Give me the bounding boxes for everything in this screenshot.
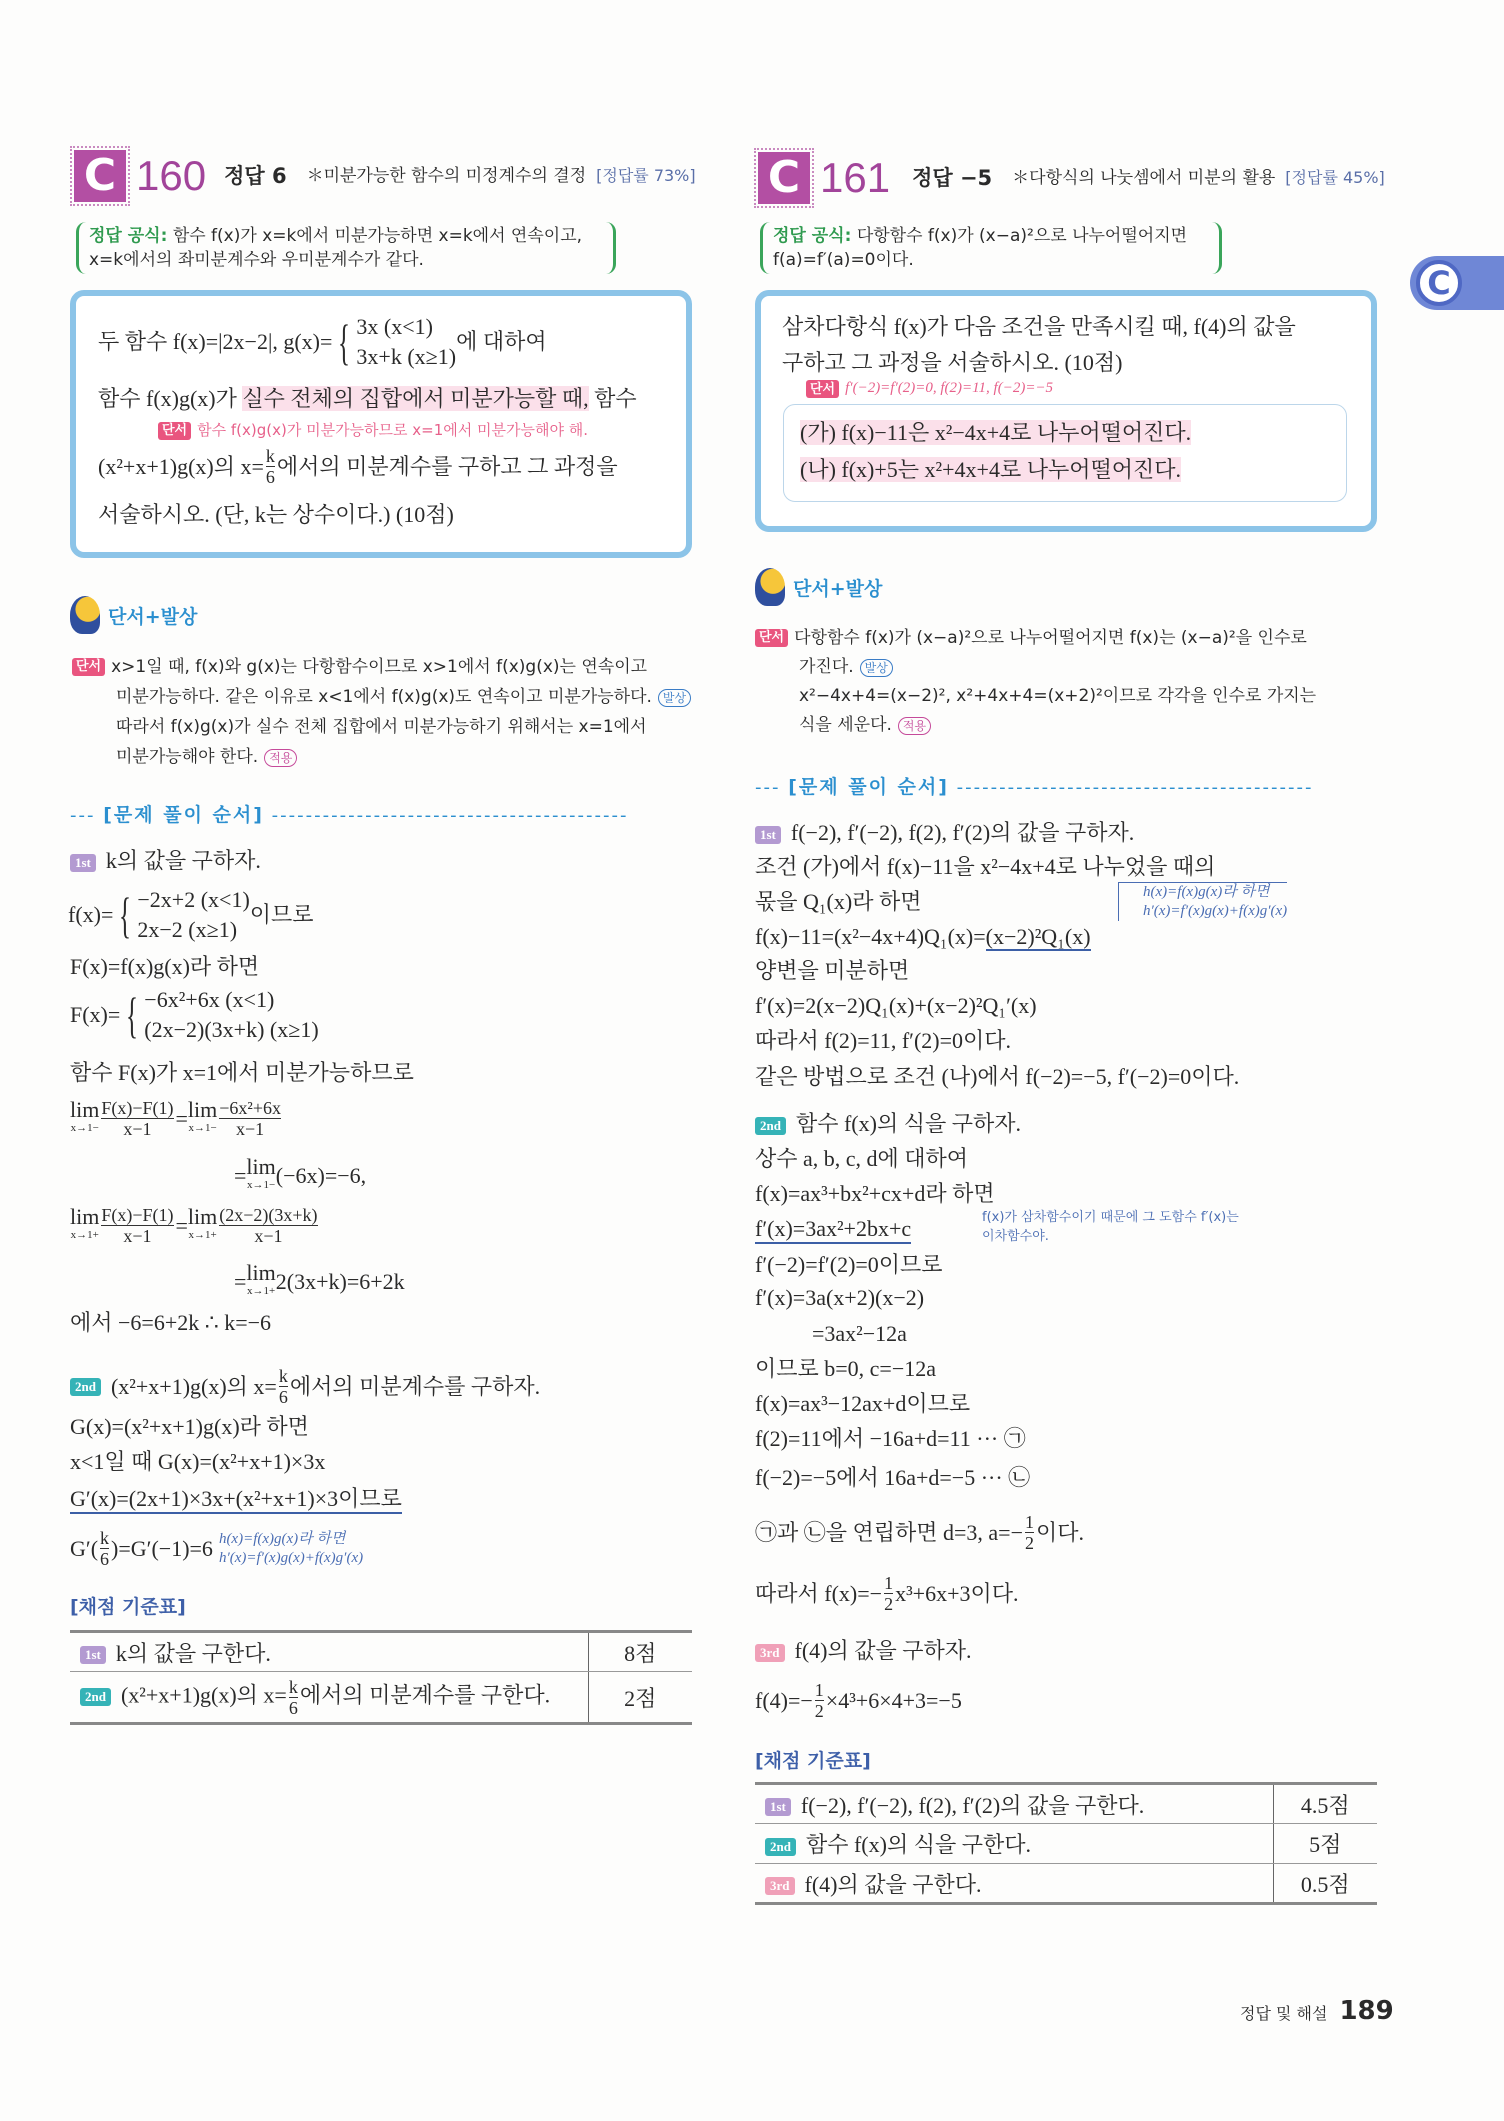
text: lim: [70, 1096, 100, 1122]
text: F(x)−F(1): [101, 1205, 174, 1225]
solution-line: G′(x)=(2x+1)×3x+(x²+x+1)×3이므로: [70, 1486, 402, 1514]
table-row: [70, 1672, 692, 1724]
text: 따라서 f(x)=−: [755, 1580, 883, 1606]
text: h(x)=f(x)g(x)라 하면: [218, 1530, 346, 1547]
text: 1st: [70, 854, 96, 872]
text: 6: [288, 1697, 298, 1718]
text: 5점: [1273, 1824, 1377, 1864]
text: 2점: [588, 1672, 692, 1724]
solution-line: f(2)=11에서 −16a+d=11 ··· ㉠: [755, 1426, 1026, 1451]
text: f(4)=−: [755, 1687, 813, 1713]
text: (2x−2)(3x+k): [219, 1205, 318, 1225]
step-heading: [70, 1366, 540, 1407]
text: 3rd: [755, 1644, 785, 1662]
solution-line: 상수 a, b, c, d에 대하여: [755, 1146, 969, 1171]
text: k: [265, 446, 275, 466]
text: k: [288, 1676, 298, 1697]
text: −6x²+6x: [219, 1098, 281, 1118]
text: (가) f(x)−11은 x²−4x+4로 나누어떨어진다.: [800, 420, 1192, 445]
solution-line: F(x)=f(x)g(x)라 하면: [70, 954, 260, 979]
text: 발상: [860, 659, 893, 677]
text: lim: [70, 1203, 100, 1229]
solution-line: f(x)=ax³+bx²+cx+d라 하면: [755, 1181, 995, 1206]
text: 식을 세운다.: [799, 715, 892, 735]
order-divider: --- [문제 풀이 순서] ------------------------------------------: [755, 776, 1314, 798]
text: lim: [246, 1154, 276, 1179]
problem-161-header: [758, 152, 1385, 204]
text: (x−2)²Q₁(x): [985, 924, 1091, 949]
condition-b: [800, 457, 1181, 483]
text: (x²+x+1)g(x)의 x=: [110, 1373, 277, 1399]
text: lim: [246, 1260, 276, 1285]
text: 2nd: [80, 1688, 111, 1706]
solution-line: 양변을 미분하면: [755, 958, 910, 983]
text: 1st: [755, 826, 781, 844]
text: 단서: [755, 629, 788, 647]
text: (x²+x+1)g(x)의 x=: [120, 1682, 287, 1708]
text: 이차함수야.: [982, 1229, 1049, 1244]
annotation: [982, 1208, 1239, 1246]
text: 적용: [898, 717, 931, 735]
text: f(−2), f′(−2), f(2), f′(2)의 값을 구한다.: [800, 1792, 1145, 1818]
text: 단서: [72, 658, 105, 676]
table-row: [755, 1824, 1377, 1864]
text: F(x)=: [70, 1002, 121, 1027]
lightbulb-head-icon: [70, 596, 100, 634]
problem-160-header: [74, 150, 696, 202]
page-footer: [1240, 1996, 1394, 2026]
solution-line: f′(x)=3a(x+2)(x−2): [755, 1285, 925, 1310]
text: x→1+: [188, 1228, 217, 1241]
solution-line: f′(x)=3ax²+2bx+c: [755, 1216, 911, 1244]
solution-line: 이므로 b=0, c=−12a: [755, 1356, 937, 1381]
text: 2: [1025, 1533, 1034, 1553]
text: k의 값을 구하자.: [105, 848, 261, 873]
insight-heading: [755, 568, 882, 606]
text: f(4)의 값을 구하자.: [794, 1638, 972, 1663]
solution-line: 조건 (가)에서 f(x)−11을 x²−4x+4로 나누었을 때의: [755, 854, 1216, 879]
text: x−1: [123, 1119, 152, 1139]
text: 함수 f(x)의 식을 구하자.: [795, 1111, 1021, 1136]
problem-number: 161: [820, 154, 891, 201]
text: 3x+k (x≥1): [356, 344, 457, 369]
annotation: [1118, 882, 1287, 921]
solution-line: 함수 F(x)가 x=1에서 미분가능하므로: [70, 1060, 414, 1085]
text: 정답 공식:: [773, 226, 852, 246]
level-badge: C: [74, 150, 126, 202]
solution-line: f′(x)=2(x−2)Q₁(x)+(x−2)²Q₁′(x): [755, 993, 1037, 1018]
step-heading: [755, 1111, 1021, 1137]
text: f(x)가 삼차함수이기 때문에 그 도함수 f′(x)는: [982, 1210, 1239, 1225]
problem-line: 구하고 그 과정을 서술하시오. (10점): [782, 350, 1123, 375]
hint-text: [755, 624, 1316, 740]
text: 단서+발상: [793, 577, 883, 600]
text: 다항함수 f(x)가 (x−a)²으로 나누어떨어지면: [856, 226, 1188, 246]
table-row: [755, 1864, 1377, 1904]
text: lim: [187, 1203, 218, 1229]
problem-line: 두 함수 f(x)=|2x−2|, g(x)= { 3x (x<1) 3x+k (x≥1) 에 대하여: [98, 314, 547, 370]
page-number: 189: [1339, 1996, 1394, 2026]
solution-line: =3ax²−12a: [812, 1321, 907, 1346]
text: F(x)−F(1): [101, 1098, 174, 1118]
text: 에서의 미분계수를 구한다.: [299, 1682, 551, 1708]
footer-label: 정답 및 해설: [1240, 2004, 1328, 2023]
text: x−1: [254, 1226, 283, 1246]
score-table: [755, 1782, 1377, 1905]
solution-line: F(x)= { −6x²+6x (x<1) (2x−2)(3x+k) (x≥1): [70, 987, 319, 1043]
limit-line: lim x→1− $\frac{F(x)-F(1)}{x-1}$ = lim x→1− $\frac{\text{−6x²+6x}}{x-1}$: [70, 1096, 281, 1139]
table-row: [70, 1632, 692, 1672]
solution-line: [755, 924, 1091, 950]
text: 0.5점: [1273, 1864, 1377, 1904]
text: 함수: [588, 386, 637, 411]
text: ×4³+6×4+3=−5: [825, 1687, 962, 1713]
solution-line: G(x)=(x²+x+1)g(x)라 하면: [70, 1414, 309, 1439]
step-heading: [755, 1638, 972, 1664]
text: x−1: [123, 1226, 152, 1246]
text: f(x)=: [68, 902, 114, 927]
problem-line: 삼차다항식 f(x)가 다음 조건을 만족시킬 때, f(4)의 값을: [782, 314, 1296, 339]
text: 이다.: [1036, 1519, 1085, 1545]
text: 에서의 미분계수를 구하자.: [289, 1373, 541, 1399]
text: x>1일 때, f(x)와 g(x)는 다항함수이므로 x>1에서 f(x)g(x)는 연속이고: [111, 657, 648, 677]
text: 이므로: [249, 902, 314, 927]
hint-text: [72, 652, 691, 772]
text: G′(: [70, 1535, 99, 1561]
text: 발상: [658, 689, 691, 707]
text: 4.5점: [1273, 1784, 1377, 1824]
text: 함수 f(x)의 식을 구한다.: [805, 1832, 1031, 1857]
level-badge: C: [758, 152, 810, 204]
solution-line: [70, 1528, 363, 1569]
correct-rate: [정답률 45%]: [1285, 168, 1385, 187]
problem-line: [98, 446, 618, 487]
text: 가진다.: [799, 657, 854, 677]
text: 3x (x<1): [356, 314, 433, 339]
lightbulb-head-icon: [755, 568, 785, 606]
topic: ＊미분가능한 함수의 미정계수의 결정: [306, 166, 587, 186]
text: f(a)=f′(a)=0이다.: [773, 250, 914, 270]
text: f(x)−11=(x²−4x+4)Q₁(x)=: [755, 924, 986, 949]
table-row: [755, 1784, 1377, 1824]
text: k: [278, 1366, 288, 1386]
text: x→1−: [70, 1121, 99, 1134]
text: ㉠과 ㉡을 연립하면 d=3, a=−: [755, 1519, 1023, 1545]
text: 단서: [158, 422, 191, 440]
topic: ＊다항식의 나눗셈에서 미분의 활용: [1012, 168, 1276, 188]
text: (나) f(x)+5는 x²+4x+4로 나누어떨어진다.: [800, 457, 1181, 482]
answer-formula: [76, 222, 616, 274]
text: 2x−2 (x≥1): [137, 917, 238, 942]
chapter-letter: C: [1416, 260, 1462, 306]
text: 2: [814, 1701, 824, 1721]
solution-line: 따라서 f(2)=11, f′(2)=0이다.: [755, 1028, 1012, 1053]
solution-line: x<1일 때 G(x)=(x²+x+1)×3x: [70, 1449, 326, 1474]
text: 3rd: [765, 1877, 795, 1895]
text: x→1−: [246, 1179, 276, 1191]
text: h′(x)=f′(x)g(x)+f(x)g′(x): [1143, 903, 1288, 919]
text: k의 값을 구한다.: [115, 1640, 271, 1666]
condition-a: [800, 420, 1191, 446]
text: 정답 공식:: [89, 226, 168, 246]
text: x=k에서의 좌미분계수와 우미분계수가 같다.: [89, 250, 424, 270]
insight-heading: [70, 596, 197, 634]
text: x³+6x+3이다.: [895, 1580, 1019, 1606]
text: 다항함수 f(x)가 (x−a)²으로 나누어떨어지면 f(x)는 (x−a)²을 인수로: [794, 628, 1307, 648]
text: [문제 풀이 순서]: [103, 804, 264, 826]
text: 1st: [80, 1646, 106, 1664]
solution-line: [755, 1573, 1018, 1614]
problem-hint: [158, 420, 588, 440]
step-heading: [755, 820, 1134, 846]
text: 단서: [806, 380, 839, 398]
text: 2nd: [70, 1378, 101, 1396]
correct-rate: [정답률 73%]: [596, 166, 696, 185]
problem-line: 서술하시오. (단, k는 상수이다.) (10점): [98, 502, 454, 527]
text: 6: [100, 1549, 110, 1569]
text: 2(3x+k)=6+2k: [275, 1269, 405, 1294]
problem-number: 160: [136, 152, 207, 199]
text: 함수 f(x)가 x=k에서 미분가능하면 x=k에서 연속이고,: [172, 226, 583, 246]
score-table: [70, 1630, 692, 1725]
text: f′(−2)=f′(2)=0, f(2)=11, f(−2)=−5: [845, 380, 1054, 396]
text: x→1−: [188, 1121, 217, 1134]
text: x²−4x+4=(x−2)², x²+4x+4=(x+2)²이므로 각각을 인수로 가지는: [799, 686, 1317, 706]
text: 함수 f(x)g(x)가: [98, 386, 243, 411]
limit-line: lim x→1+ $\frac{F(x)-F(1)}{x-1}$ = lim x→1+ $\frac{(2x-2)(3x+k)}{x-1}$: [70, 1203, 318, 1246]
solution-line: 같은 방법으로 조건 (나)에서 f(−2)=−5, f′(−2)=0이다.: [755, 1064, 1240, 1089]
text: 1st: [765, 1798, 791, 1816]
text: 2nd: [755, 1117, 786, 1135]
solution-line: f(x)= { −2x+2 (x<1) 2x−2 (x≥1) 이므로: [68, 887, 314, 943]
text: 에 대하여: [456, 329, 547, 354]
condition-box: [783, 404, 1347, 502]
text: lim: [187, 1096, 218, 1122]
answer: 정답 6: [224, 164, 287, 188]
text: −6x²+6x (x<1): [144, 987, 275, 1012]
text: k: [100, 1528, 110, 1548]
solution-line: 에서 −6=6+2k ∴ k=−6: [70, 1310, 272, 1335]
highlight: 실수 전체의 집합에서 미분가능할 때,: [242, 386, 589, 411]
score-title: [채점 기준표]: [70, 1596, 186, 1618]
step-heading: [70, 848, 261, 874]
chapter-tab: [1410, 256, 1504, 310]
solution-line: [755, 1512, 1084, 1553]
text: x→1+: [70, 1228, 99, 1241]
text: 6: [265, 467, 275, 487]
text: f(4)의 값을 구한다.: [804, 1871, 982, 1897]
solution-line: f(−2)=−5에서 16a+d=−5 ··· ㉡: [755, 1465, 1031, 1490]
limit-line: = lim x→1+ 2(3x+k)=6+2k: [234, 1264, 405, 1300]
text: −2x+2 (x<1): [137, 887, 250, 912]
text: x→1+: [246, 1285, 276, 1297]
text: h′(x)=f′(x)g(x)+f(x)g′(x): [218, 1549, 364, 1566]
text: 에서의 미분계수를 구하고 그 과정을: [276, 453, 618, 479]
solution-line: f′(−2)=f′(2)=0이므로: [755, 1252, 943, 1277]
problem-line: [98, 386, 637, 412]
text: 2nd: [765, 1838, 796, 1856]
text: (2x−2)(3x+k) (x≥1): [144, 1017, 319, 1042]
text: h(x)=f(x)g(x)라 하면: [1143, 884, 1270, 900]
problem-hint: [806, 378, 1053, 398]
text: 2: [884, 1594, 894, 1614]
solution-line: [755, 1680, 962, 1721]
order-divider: --- [문제 풀이 순서] ------------------------------------------: [70, 804, 629, 826]
text: [문제 풀이 순서]: [788, 776, 949, 798]
text: 1: [884, 1573, 894, 1593]
score-title: [채점 기준표]: [755, 1750, 871, 1772]
text: 두 함수 f(x)=|2x−2|, g(x)=: [98, 329, 333, 354]
text: 단서+발상: [108, 605, 198, 628]
text: 8점: [588, 1632, 692, 1672]
text: 미분가능해야 한다.: [116, 747, 259, 767]
solution-line: 몫을 Q₁(x)라 하면: [755, 889, 922, 914]
limit-line: = lim x→1− (−6x)=−6,: [234, 1158, 366, 1194]
answer-formula: [760, 222, 1222, 274]
text: (−6x)=−6,: [275, 1163, 367, 1188]
text: x−1: [236, 1119, 265, 1139]
text: 적용: [264, 749, 297, 767]
text: 1: [1025, 1512, 1034, 1532]
text: 함수 f(x)g(x)가 미분가능하므로 x=1에서 미분가능해야 해.: [197, 421, 588, 439]
text: (x²+x+1)g(x)의 x=: [98, 453, 264, 479]
solution-line: f(x)=ax³−12ax+d이므로: [755, 1391, 971, 1416]
text: 1: [814, 1680, 824, 1700]
text: 미분가능하다. 같은 이유로 x<1에서 f(x)g(x)도 연속이고 미분가능하다.: [116, 687, 652, 707]
text: 6: [278, 1387, 288, 1407]
text: 따라서 f(x)g(x)가 실수 전체 집합에서 미분가능하기 위해서는 x=1에서: [116, 717, 647, 737]
text: )=G′(−1)=6: [111, 1535, 213, 1561]
text: f(−2), f′(−2), f(2), f′(2)의 값을 구하자.: [790, 820, 1135, 845]
answer: 정답 −5: [912, 166, 993, 190]
